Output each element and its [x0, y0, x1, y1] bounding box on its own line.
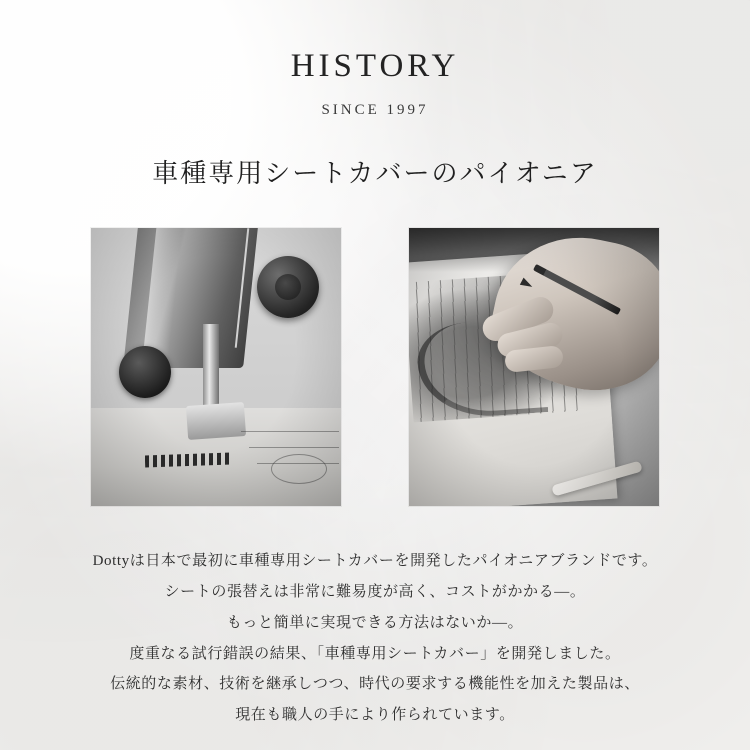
photo-row	[0, 228, 750, 506]
body-line: もっと簡単に実現できる方法はないか—。	[226, 614, 524, 631]
body-line: 度重なる試行錯誤の結果、「車種専用シートカバー」を開発しました。	[129, 645, 621, 662]
title-block	[0, 0, 750, 190]
body-line: シートの張替えは非常に難易度が高く、コストがかかる—。	[164, 584, 586, 601]
since-label: SINCE 1997	[321, 102, 429, 119]
headline: 車種専用シートカバーのパイオニア	[152, 159, 598, 189]
body-line: Dottyは日本で最初に車種専用シートカバーを開発したパイオニアブランドです。	[92, 553, 658, 570]
body-line: 伝統的な素材、技術を継承しつつ、時代の要求する機能性を加えた製品は、	[110, 676, 640, 693]
sewing-machine-photo	[91, 228, 341, 506]
page-title: HISTORY	[290, 48, 460, 84]
photo-vignette	[409, 228, 659, 506]
body-copy	[0, 546, 750, 731]
hand-sketching-photo	[409, 228, 659, 506]
body-line: 現在も職人の手により作られています。	[235, 707, 515, 724]
photo-vignette	[91, 228, 341, 506]
